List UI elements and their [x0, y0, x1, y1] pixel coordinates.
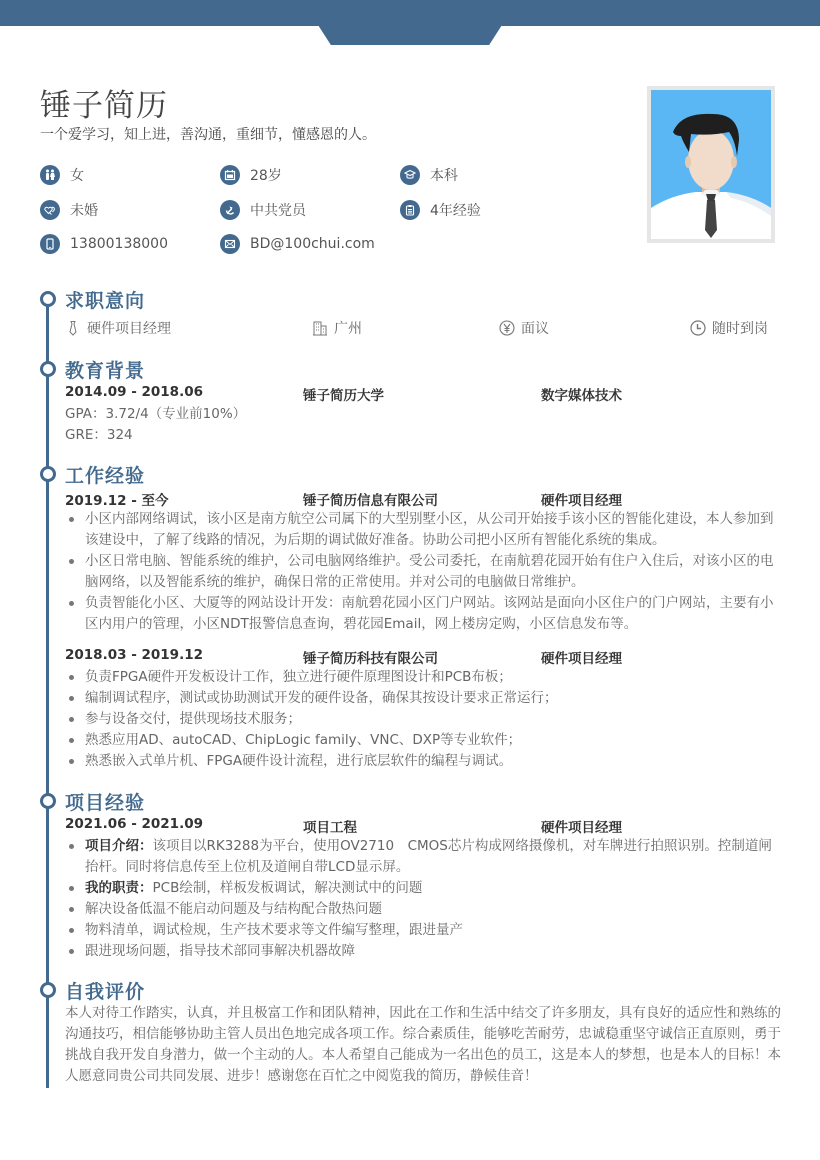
info-gender [40, 164, 84, 186]
clipboard-icon [400, 200, 420, 220]
yen-icon [499, 320, 515, 336]
section-work [40, 461, 785, 772]
tie-icon [65, 320, 81, 336]
clock-icon [690, 320, 706, 336]
section-title: 求职意向 [65, 289, 146, 312]
section-title: 工作经验 [65, 464, 146, 487]
intent-row [65, 314, 785, 340]
project-period: 2021.06 - 2021.09 [65, 816, 203, 832]
graduation-cap-icon [400, 165, 420, 185]
timeline-dot-icon [40, 793, 56, 809]
list-item: 编制调试程序，测试或协助测试开发的硬件设备，确保其按设计要求正常运行； [65, 688, 785, 709]
gender-icon [40, 165, 60, 185]
list-item: 熟悉嵌入式单片机、FPGA硬件设计流程，进行底层软件的编程与调试。 [65, 751, 785, 772]
info-phone [40, 233, 168, 255]
building-icon [312, 320, 328, 336]
intent-availability: 随时到岗 [690, 318, 768, 338]
intent-salary: 面议 [499, 318, 549, 338]
project-bullets [65, 836, 785, 962]
education-major: 数字媒体技术 [541, 388, 622, 404]
education-school: 锤子简历大学 [303, 388, 384, 404]
phone-icon [40, 234, 60, 254]
project-header-row [65, 814, 785, 836]
timeline-dot-icon [40, 361, 56, 377]
section-project [40, 788, 785, 962]
list-item: 项目介绍：该项目以RK3288为平台，使用OV2710 CMOS芯片构成网络摄像机，对车牌进行拍照识别。控制道闸抬杆。同时将信息传至上位机及道闸自带LCD显示屏。 [65, 836, 785, 878]
self-evaluation-text: 本人对待工作踏实，认真，并且极富工作和团队精神，因此在工作和生活中结交了许多朋友，具有良好的适应性和熟练的沟通技巧，相信能够协助主管人员出色地完成各项工作。综合素质佳，能够吃苦耐劳，忠诚稳重坚守诚信正直原则，勇于挑战自我开发自身潜力，做一个主动的人。本人希望自己能成为一名出色的员工，这是本人的梦想，也是本人的目标！本人愿意同贵公司共同发展、进步！感谢您在百忙之中阅览我的简历，静候佳音！ [65, 1005, 781, 1084]
education-header-row [65, 382, 785, 404]
info-experience-value: 4年经验 [430, 203, 481, 219]
job-period: 2019.12 - 至今 [65, 493, 169, 509]
list-item: 小区内部网络调试，该小区是南方航空公司属下的大型别墅小区，从公司开始接手该小区的智能化建设，本人参加到该建设中，了解了线路的情况，为后期的调试做好准备。协助公司把小区所有智能化系统的集成。 [65, 509, 785, 551]
list-item: 我的职责：PCB绘制，样板发板调试，解决测试中的问题 [65, 878, 785, 899]
timeline-dot-icon [40, 466, 56, 482]
resume-motto: 一个爱学习，知上进，善沟通，重细节，懂感恩的人。 [40, 127, 376, 143]
timeline-dot-icon [40, 982, 56, 998]
info-email [220, 233, 375, 255]
section-title: 自我评价 [65, 980, 146, 1003]
section-intent [40, 286, 785, 340]
top-banner [0, 0, 820, 26]
info-experience [400, 199, 481, 221]
job-company: 锤子简历信息有限公司 [303, 493, 438, 509]
resume-name: 锤子简历 [40, 88, 168, 124]
profile-photo [647, 86, 775, 243]
job-period: 2018.03 - 2019.12 [65, 647, 203, 663]
job-company: 锤子简历科技有限公司 [303, 651, 438, 667]
job-role: 硬件项目经理 [541, 651, 622, 667]
list-item: 小区日常电脑、智能系统的维护，公司电脑网络维护。受公司委托，在南航碧花园开始有住户入住后，对该小区的电脑网络，以及智能系统的维护，确保日常的正常使用。并对公司的电脑做日常维护。 [65, 551, 785, 593]
info-email-value[interactable]: BD@100chui.com [250, 236, 375, 252]
hearts-icon [40, 200, 60, 220]
project-name: 项目工程 [303, 820, 357, 836]
timeline-dot-icon [40, 291, 56, 307]
info-age-value: 28岁 [250, 168, 282, 184]
list-item: 负责智能化小区、大厦等的网站设计开发：南航碧花园小区门户网站。该网站是面向小区住户的门户网站，主要有小区内用户的管理，小区NDT报警信息查询，碧花园Email，网上楼房定购，小区信息发布等。 [65, 593, 785, 635]
section-self-evaluation [40, 977, 785, 1087]
info-gender-value: 女 [70, 168, 84, 184]
intent-city: 广州 [312, 318, 362, 338]
section-title: 项目经验 [65, 791, 146, 814]
top-banner-tab [318, 25, 502, 45]
list-item: 熟悉应用AD、autoCAD、ChipLogic family、VNC、DXP等专业软件； [65, 730, 785, 751]
info-politics [220, 199, 306, 221]
info-phone-value[interactable]: 13800138000 [70, 236, 168, 252]
education-gpa: GPA：3.72/4（专业前10%） [65, 406, 247, 422]
info-marital [40, 199, 98, 221]
project-role: 硬件项目经理 [541, 820, 622, 836]
job-role: 硬件项目经理 [541, 493, 622, 509]
mail-icon [220, 234, 240, 254]
section-title: 教育背景 [65, 359, 146, 382]
intent-position: 硬件项目经理 [65, 318, 171, 338]
education-gre: GRE：324 [65, 427, 133, 443]
job-bullets [65, 509, 785, 635]
education-period: 2014.09 - 2018.06 [65, 384, 203, 400]
list-item: 负责FPGA硬件开发板设计工作，独立进行硬件原理图设计和PCB布板； [65, 667, 785, 688]
info-degree [400, 164, 458, 186]
job-header-row [65, 487, 785, 509]
info-degree-value: 本科 [430, 168, 458, 184]
job-header-row [65, 645, 785, 667]
info-marital-value: 未婚 [70, 203, 98, 219]
list-item: 物料清单，调试检规，生产技术要求等文件编写整理，跟进量产 [65, 920, 785, 941]
job-bullets [65, 667, 785, 772]
info-politics-value: 中共党员 [250, 203, 306, 219]
list-item: 参与设备交付，提供现场技术服务； [65, 709, 785, 730]
calendar-icon [220, 165, 240, 185]
list-item: 跟进现场问题，指导技术部同事解决机器故障 [65, 941, 785, 962]
party-emblem-icon [220, 200, 240, 220]
info-age [220, 164, 282, 186]
section-education [40, 356, 785, 446]
list-item: 解决设备低温不能启动问题及与结构配合散热问题 [65, 899, 785, 920]
avatar [651, 90, 771, 239]
